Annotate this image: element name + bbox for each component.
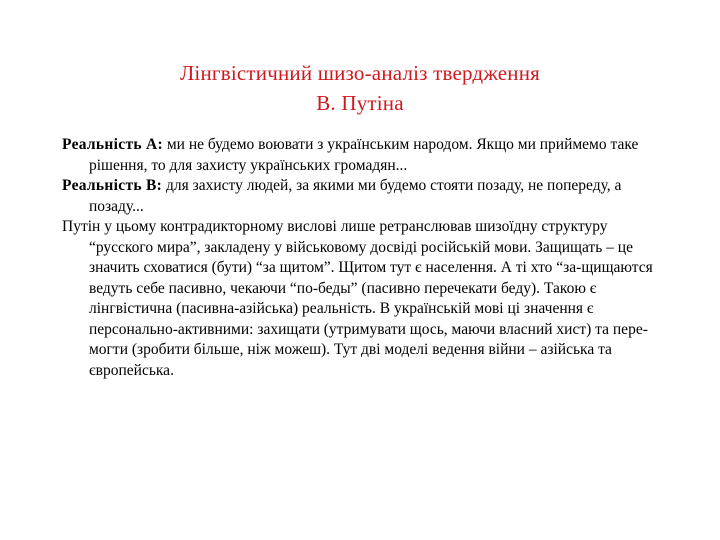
slide-title-line-2: В. Путіна <box>316 91 404 115</box>
reality-a-label: Реальність А: <box>62 136 163 153</box>
reality-b-text: для захисту людей, за якими ми будемо стояти позаду, не попереду, а позаду... <box>89 177 622 215</box>
reality-b-label: Реальність В: <box>62 177 163 194</box>
slide-title <box>60 58 660 118</box>
paragraph-analysis <box>62 217 674 381</box>
reality-a-text: ми не будемо воювати з українським народом. Якщо ми приймемо таке рішення, то для захисту українських громадян... <box>89 136 639 174</box>
slide-body <box>62 135 674 381</box>
paragraph-reality-b <box>62 176 674 217</box>
slide-title-line-1: Лінгвістичний шизо-аналіз твердження <box>179 61 541 85</box>
paragraph-reality-a <box>62 135 674 176</box>
analysis-text: Путін у цьому контрадикторному вислові лише ретранслював шизоїдну структуру “русского мира”, закладену у військовому досвіді російській мови. Защищать – це значить сховатися (бути) “за щитом”. Щитом тут є населення. А ті хто “за-щищаются ведуть себе пасивно, чекаючи “по-беды” (пасивно перечекати беду). Такою є лінгвістична (пасивна-азійська) реальність. В українській мові ці значення є персонально-активними: захищати (утримувати щось, маючи власний хист) та пере-могти (зробити більше, ніж можеш). Тут дві моделі ведення війни – азійська та європейська. <box>62 218 653 379</box>
